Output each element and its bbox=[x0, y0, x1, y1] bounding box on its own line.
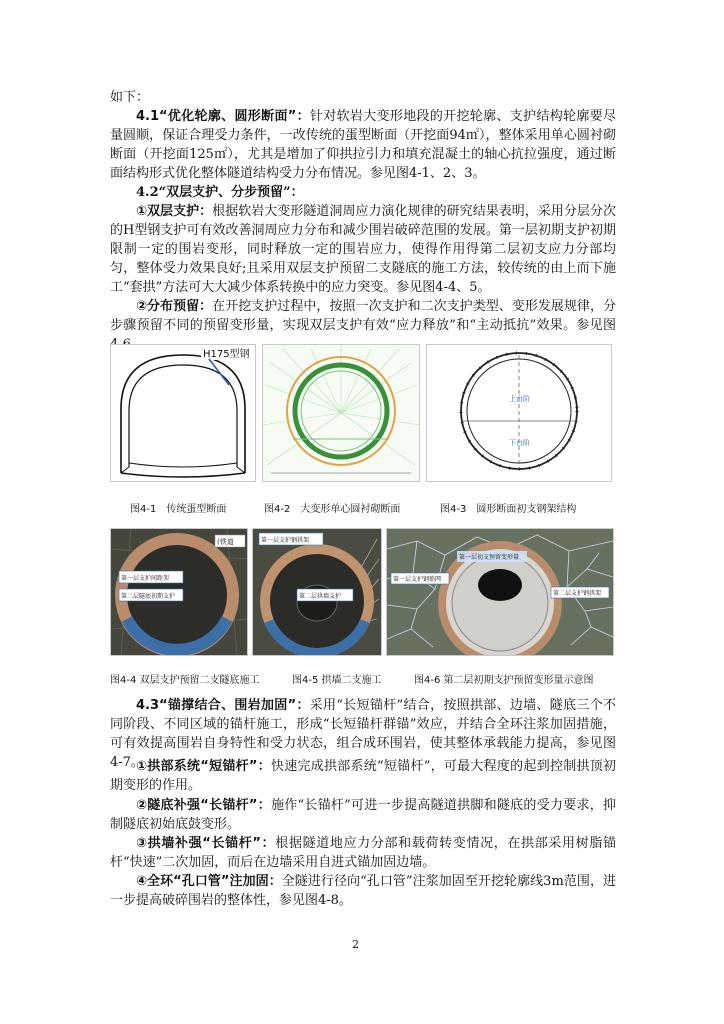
figure-4-1-caption: 图4-1 传统蛋型断面 bbox=[130, 504, 227, 515]
item-1-text: 根据软岩大变形隧道洞周应力演化规律的研究结果表明，采用分层分次的H型钢支护可有效改善洞周应力分布和减少围岩破碎范围的发展。第一层初期支护初期限制一定的围岩变形，同时释放一定的围岩应力，使得作用得第二层初支应力分部均匀，整体受力效果良好;且采用双层支护预留二支隧底的施工方法，较传统的由上而下施工“套拱”方法可大大减少体系转换中的应力突变。参见图4-4、5。 bbox=[110, 204, 616, 295]
s43-item-2-heading: ②隧底补强“长锚杆”： bbox=[136, 798, 271, 813]
intro-text: 如下： bbox=[110, 90, 150, 105]
figure-4-6-caption: 图4-6 第二层初期支护预留变形量示意图 bbox=[414, 675, 594, 686]
section-4-3-item-1 bbox=[110, 757, 616, 795]
figure-4-3-circular-steel-frame bbox=[426, 344, 612, 482]
section-4-3-heading: 4.3“锚撑结合、围岩加固”： bbox=[136, 698, 310, 713]
fig-4-4-label-2: 第二层隧底初期支护 bbox=[121, 593, 176, 600]
figure-4-4-render bbox=[110, 528, 248, 656]
s43-item-2-text: 施作“长锚杆”可进一步提高隧道拱脚和隧底的受力要求，抑制隧底初始底鼓变形。 bbox=[110, 798, 616, 832]
section-4-2-heading: 4.2“双层支护、分步预留”： bbox=[136, 185, 304, 200]
section-4-3-item-2 bbox=[110, 796, 616, 834]
section-4-3-item-3 bbox=[110, 834, 616, 872]
section-4-1-paragraph bbox=[110, 107, 616, 183]
figure-4-2-caption: 图4-2 大变形单心圆衬砌断面 bbox=[264, 504, 401, 515]
section-4-1-text: 针对软岩大变形地段的开挖轮廓、支护结构轮廓要尽量圆顺，保证合理受力条件，一改传统的蛋型断面（开挖面94㎡），整体采用单心圆衬砌断面（开挖面125㎡），尤其是增加了仰拱拉引力和填充混凝土的轴心抗拉强度，通过断面结构形式优化整体隧道结构受力分布情况。参见图4-1、2、3。 bbox=[110, 109, 616, 181]
fig-4-6-label-1: 第一层支护钢筋网 bbox=[393, 576, 442, 583]
fig-4-6-label-3: 第一层初支预留变形量 bbox=[459, 554, 520, 561]
figure-4-2-single-circle-lining bbox=[262, 344, 420, 482]
upper-bench-label: 上台阶 bbox=[509, 395, 530, 403]
s43-item-3-text: 根据隧道地应力分部和载荷转变情况，在拱部采用树脂锚杆“快速”二次加固，而后在边墙采用自进式锚加固边墙。 bbox=[110, 836, 616, 870]
fig-4-6-label-2: 第二层支护钢拱架 bbox=[553, 590, 602, 597]
figure-4-1-egg-section bbox=[110, 344, 256, 482]
h175-label: H175型钢 bbox=[203, 349, 250, 360]
figure-4-6-render bbox=[386, 528, 614, 656]
fig-4-4-corner-label: (铁道 bbox=[217, 538, 234, 546]
fig-4-5-label-1: 第一层支护钢拱架 bbox=[261, 537, 310, 544]
s43-item-3-heading: ③拱墙补强“长锚杆”： bbox=[136, 836, 276, 851]
section-4-1-heading: 4.1“优化轮廓、圆形断面”： bbox=[136, 109, 310, 124]
figure-4-5-render bbox=[252, 528, 382, 656]
item-1-heading: ①双层支护： bbox=[136, 204, 213, 219]
s43-item-1-heading: ①拱部系统“短锚杆”： bbox=[136, 759, 271, 774]
fig-4-5-label-2: 第二层拱墙支护 bbox=[299, 593, 342, 600]
fig-4-4-label-1: 第一层支护间距架 bbox=[121, 575, 170, 582]
figure-4-4-caption: 图4-4 双层支护预留二支隧底施工 bbox=[110, 675, 260, 686]
s43-item-4-heading: ④全环“孔口管”注加固： bbox=[136, 874, 282, 889]
figure-4-5-caption: 图4-5 拱墙二支施工 bbox=[292, 675, 382, 686]
item-2-text: 在开挖支护过程中，按照一次支护和二次支护类型、变形发展规律，分步骤预留不同的预留变形量，实现双层支护有效“应力释放”和“主动抵抗”效果。参见图 bbox=[110, 299, 616, 333]
s43-item-4-text: 全隧进行径向“孔口管”注浆加固至开挖轮廓线3m范围，进一步提高破碎围岩的整体性，参见图4-8。 bbox=[110, 874, 616, 908]
item-2-heading: ②分布预留： bbox=[136, 299, 213, 314]
lower-bench-label: 下台阶 bbox=[509, 439, 530, 447]
section-4-3-text: 采用“长短锚杆”结合，按照拱部、边墙、隧底三个不同阶段、不同区域的锚杆施工，形成“长短锚杆群锚”效应，并结合全环注浆加固措施，可有效提高围岩自身特性和受力状态，组合成环围岩，使其整体承载能力提高，参见图4-7。 bbox=[110, 698, 616, 770]
section-4-2-item-1 bbox=[110, 202, 616, 297]
page-number: 2 bbox=[352, 938, 359, 951]
figure-4-3-caption: 图4-3 圆形断面初支钢架结构 bbox=[440, 504, 577, 515]
section-4-3-item-4 bbox=[110, 872, 616, 910]
s43-item-1-text: 快速完成拱部系统“短锚杆”，可最大程度的起到控制拱顶初期变形的作用。 bbox=[110, 759, 616, 793]
